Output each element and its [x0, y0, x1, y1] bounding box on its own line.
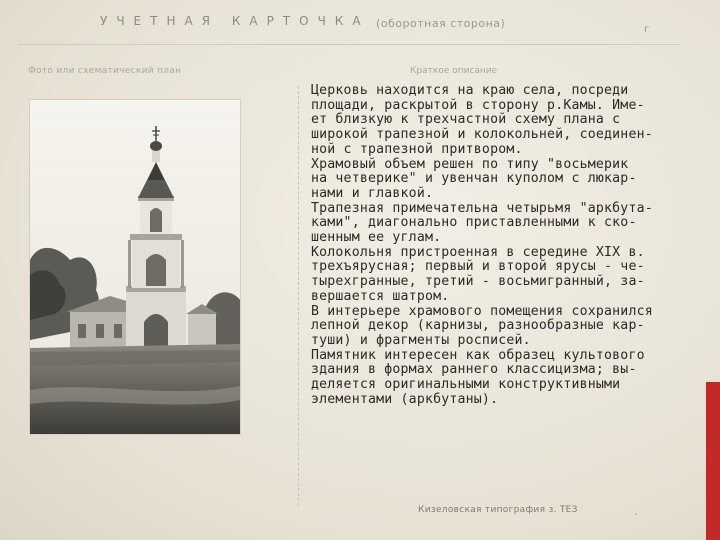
description-line: вершается шатром.: [311, 288, 450, 304]
description-line: здания в формах раннего классицизма; вы-: [311, 362, 637, 378]
description-line: деляется оригинальными конструктивными: [311, 377, 621, 393]
description-line: шенным ее углам.: [311, 230, 442, 246]
description-section-label: Краткое описание: [410, 66, 498, 76]
description-line: тырехгранные, третий - восьмигранный, за-: [311, 274, 645, 290]
column-divider: [298, 86, 299, 506]
description-line: на четверике" и увенчан куполом с люкар-: [311, 171, 637, 187]
description-line: ет близкую к трехчастной схему плана с: [311, 112, 621, 128]
description-line: широкой трапезной и колокольней, соединен-: [311, 127, 653, 143]
top-divider: [18, 44, 680, 45]
footer-mark: .: [634, 507, 638, 518]
description-line: Памятник интересен как образец культового: [311, 347, 645, 363]
slide-accent-tab: [706, 382, 720, 540]
description-line: лепной декор (карнизы, разнообразные кар-: [311, 318, 645, 334]
church-photo-image: [30, 100, 240, 434]
description-line: Трапезная примечательна четырьмя "аркбута-: [311, 200, 653, 216]
description-line: В интерьере храмового помещения сохранился: [311, 303, 653, 319]
description-line: Колокольня пристроенная в середине XIX в.: [311, 244, 645, 260]
corner-mark: г: [644, 24, 650, 35]
church-photo: [30, 100, 240, 434]
description-line: площади, раскрытой в сторону р.Камы. Име-: [311, 97, 645, 113]
description-line: Церковь находится на краю села, посреди: [311, 83, 629, 98]
description-line: туши) и фрагменты росписей.: [311, 332, 531, 348]
description-line: Храмовый объем решен по типу "восьмерик: [311, 156, 629, 172]
description-line: ками", диагонально приставленными к ско-: [311, 215, 637, 231]
printer-imprint: Кизеловская типография з. ТЕЗ: [418, 505, 578, 515]
description-line: трехъярусная; первый и второй ярусы - че-: [311, 259, 645, 275]
card-title: УЧЕТНАЯ КАРТОЧКА: [100, 14, 370, 28]
description-line: нами и главкой.: [311, 185, 434, 201]
description-text: [311, 84, 707, 407]
description-line: ной с трапезной притвором.: [311, 141, 523, 157]
description-line: элементами (аркбутаны).: [311, 391, 499, 407]
photo-section-label: Фото или схематический план: [28, 66, 182, 76]
card-subtitle: (оборотная сторона): [376, 17, 506, 30]
